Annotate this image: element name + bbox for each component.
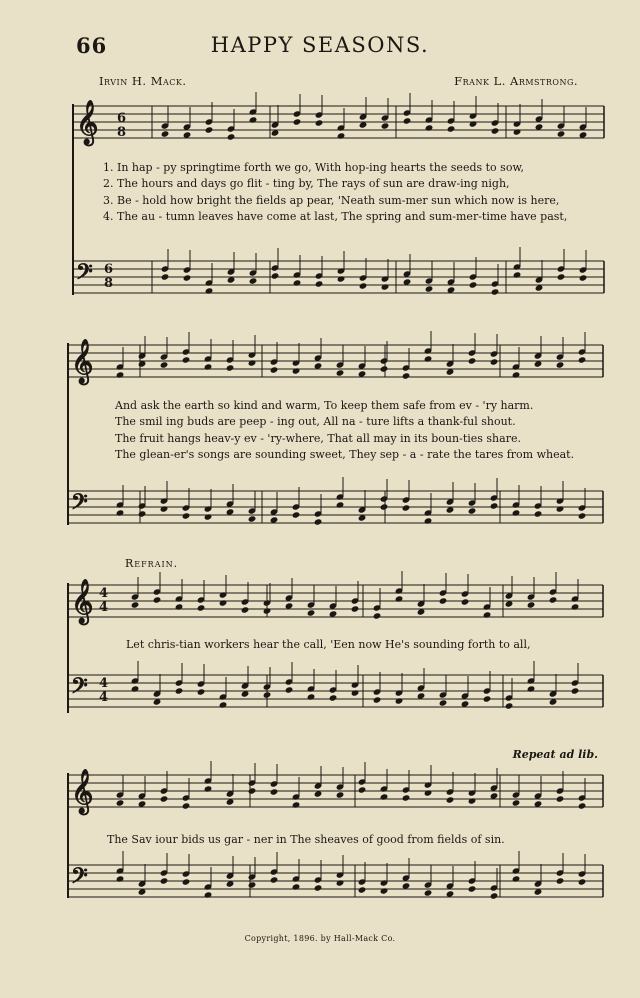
- verse-4-line-b: The glean-er's songs are sounding sweet, They sep - a - rate the tares from wheat.: [115, 448, 575, 462]
- note-head: [446, 796, 455, 803]
- note-head: [116, 509, 125, 516]
- note-head: [461, 598, 470, 605]
- treble-clef-icon: 𝄞: [76, 100, 99, 144]
- note-head: [483, 695, 492, 702]
- lyricist-credit: Irvin H. Mack.: [99, 74, 187, 88]
- note-head: [160, 361, 169, 368]
- note-head: [578, 878, 587, 885]
- note-head: [439, 699, 448, 706]
- note-head: [248, 881, 257, 888]
- note-head: [248, 787, 257, 794]
- note-head: [161, 130, 170, 137]
- note-head: [424, 789, 433, 796]
- note-head: [219, 701, 228, 708]
- note-head: [204, 891, 213, 898]
- refrain-line-1: Let chris-tian workers hear the call, 'Een now He's sounding forth to all,: [126, 638, 531, 651]
- note-head: [468, 797, 477, 804]
- note-head: [468, 885, 477, 892]
- note-head: [381, 283, 390, 290]
- bass-clef-icon: 𝄢: [71, 490, 88, 520]
- note-head: [336, 791, 345, 798]
- verse-2-line-a: 2. The hours and days go flit - ting by, The rays of sun are draw-ing nigh,: [103, 177, 510, 191]
- time-sig-bottom-2: 8: [104, 276, 114, 291]
- note-head: [249, 116, 258, 123]
- note-head: [512, 509, 521, 516]
- note-head: [182, 802, 191, 809]
- note-head: [249, 277, 258, 284]
- note-head: [337, 132, 346, 139]
- note-head: [579, 274, 588, 281]
- time-sig-bottom-1: 8: [117, 125, 127, 140]
- note-head: [556, 795, 565, 802]
- note-head: [359, 282, 368, 289]
- note-head: [534, 510, 543, 517]
- note-head: [380, 503, 389, 510]
- note-head: [513, 271, 522, 278]
- note-head: [556, 877, 565, 884]
- note-head: [182, 512, 191, 519]
- note-head: [380, 793, 389, 800]
- note-head: [491, 288, 500, 295]
- note-head: [490, 358, 499, 365]
- note-head: [292, 801, 301, 808]
- note-head: [175, 687, 184, 694]
- refrain-label: Refrain.: [125, 557, 179, 570]
- note-head: [307, 609, 316, 616]
- verse-3-line-a: 3. Be - hold how bright the fields ap pear, 'Neath sum-mer sun which now is here,: [103, 193, 560, 207]
- note-head: [336, 369, 345, 376]
- note-head: [227, 133, 236, 140]
- note-head: [204, 513, 213, 520]
- note-head: [116, 799, 125, 806]
- note-head: [271, 272, 280, 279]
- bass-clef-icon: 𝄢: [76, 260, 93, 290]
- note-head: [512, 371, 521, 378]
- note-head: [571, 687, 580, 694]
- note-head: [248, 359, 257, 366]
- note-head: [161, 273, 170, 280]
- note-head: [549, 596, 558, 603]
- note-head: [205, 287, 214, 294]
- note-head: [483, 611, 492, 618]
- note-head: [182, 356, 191, 363]
- note-head: [183, 274, 192, 281]
- copyright-notice: Copyright, 1896. by Hall-Mack Co.: [244, 934, 396, 943]
- note-head: [337, 275, 346, 282]
- treble-clef-icon: 𝄞: [71, 579, 94, 623]
- note-head: [512, 875, 521, 882]
- note-head: [292, 367, 301, 374]
- note-head: [380, 365, 389, 372]
- note-head: [204, 785, 213, 792]
- note-head: [556, 361, 565, 368]
- note-head: [131, 685, 140, 692]
- note-head: [336, 879, 345, 886]
- bass-clef-icon: 𝄢: [71, 864, 88, 894]
- note-head: [315, 280, 324, 287]
- time-sig-top-2: 6: [104, 262, 114, 277]
- note-head: [197, 604, 206, 611]
- note-head: [578, 802, 587, 809]
- note-head: [160, 877, 169, 884]
- note-head: [358, 886, 367, 893]
- note-head: [578, 356, 587, 363]
- note-head: [263, 607, 272, 614]
- note-head: [197, 688, 206, 695]
- note-head: [131, 601, 140, 608]
- note-head: [219, 599, 228, 606]
- verse-4-line-a: 4. The au - tumn leaves have come at last, The spring and sum-mer-time have past,: [103, 210, 568, 224]
- note-head: [395, 595, 404, 602]
- note-head: [557, 130, 566, 137]
- note-head: [293, 279, 302, 286]
- note-head: [425, 124, 434, 131]
- note-head: [380, 887, 389, 894]
- note-head: [285, 686, 294, 693]
- verses-part-1: [103, 160, 611, 226]
- note-head: [315, 119, 324, 126]
- note-head: [293, 118, 302, 125]
- note-head: [314, 518, 323, 525]
- hymn-title: HAPPY SEASONS.: [210, 33, 430, 57]
- note-head: [424, 889, 433, 896]
- note-head: [395, 697, 404, 704]
- time-sig-top-4: 4: [99, 676, 109, 691]
- composer-credit: Frank L. Armstrong.: [454, 74, 578, 88]
- note-head: [204, 363, 213, 370]
- verses-part-2: [115, 398, 623, 464]
- note-head: [307, 693, 316, 700]
- note-head: [571, 603, 580, 610]
- note-head: [402, 794, 411, 801]
- note-head: [160, 795, 169, 802]
- note-head: [490, 502, 499, 509]
- note-head: [329, 694, 338, 701]
- note-head: [381, 122, 390, 129]
- note-head: [469, 281, 478, 288]
- note-head: [175, 603, 184, 610]
- note-head: [491, 127, 500, 134]
- note-head: [556, 505, 565, 512]
- note-head: [182, 878, 191, 885]
- note-head: [490, 892, 499, 899]
- note-head: [205, 126, 214, 133]
- bass-clef-icon: 𝄢: [71, 674, 88, 704]
- note-head: [373, 612, 382, 619]
- note-head: [469, 120, 478, 127]
- note-head: [226, 364, 235, 371]
- note-head: [314, 884, 323, 891]
- note-head: [336, 501, 345, 508]
- note-head: [351, 605, 360, 612]
- note-head: [116, 875, 125, 882]
- note-head: [373, 696, 382, 703]
- treble-clef-icon: 𝄞: [71, 769, 94, 813]
- note-head: [468, 357, 477, 364]
- note-head: [468, 507, 477, 514]
- note-head: [241, 606, 250, 613]
- note-head: [153, 596, 162, 603]
- note-head: [292, 883, 301, 890]
- note-head: [513, 128, 522, 135]
- note-head: [439, 597, 448, 604]
- verse-2-line-b: The smil ing buds are peep - ing out, All na - ture lifts a thank-ful shout.: [115, 415, 516, 429]
- note-head: [403, 117, 412, 124]
- note-head: [351, 689, 360, 696]
- note-head: [270, 366, 279, 373]
- note-head: [402, 372, 411, 379]
- note-head: [292, 511, 301, 518]
- note-head: [527, 601, 536, 608]
- note-head: [248, 515, 257, 522]
- refrain-line-2: The Sav iour bids us gar - ner in The sheaves of good from fields of sin.: [107, 833, 505, 846]
- note-head: [138, 510, 147, 517]
- time-sig-bottom-3: 4: [99, 600, 109, 615]
- note-head: [116, 371, 125, 378]
- verse-3-line-b: The fruit hangs heav-y ev - 'ry-where, That all may in its boun-ties share.: [115, 431, 521, 445]
- note-head: [270, 876, 279, 883]
- time-sig-top-1: 6: [117, 111, 127, 126]
- time-sig-bottom-4: 4: [99, 690, 109, 705]
- note-head: [160, 505, 169, 512]
- note-head: [424, 517, 433, 524]
- verse-1-line-a: 1. In hap - py springtime forth we go, With hop-ing hearts the seeds to sow,: [103, 161, 525, 174]
- note-head: [263, 691, 272, 698]
- note-head: [424, 355, 433, 362]
- repeat-note: Repeat ad lib.: [512, 748, 598, 761]
- note-head: [527, 685, 536, 692]
- note-head: [512, 799, 521, 806]
- note-head: [557, 273, 566, 280]
- time-sig-top-3: 4: [99, 586, 109, 601]
- verse-1-line-b: And ask the earth so kind and warm, To keep them safe from ev - 'ry harm.: [115, 399, 534, 412]
- note-head: [402, 504, 411, 511]
- note-head: [358, 786, 367, 793]
- treble-clef-icon: 𝄞: [71, 339, 94, 383]
- note-head: [447, 125, 456, 132]
- note-head: [425, 285, 434, 292]
- note-head: [578, 512, 587, 519]
- note-head: [505, 702, 514, 709]
- note-head: [270, 788, 279, 795]
- page-number: 66: [76, 33, 108, 58]
